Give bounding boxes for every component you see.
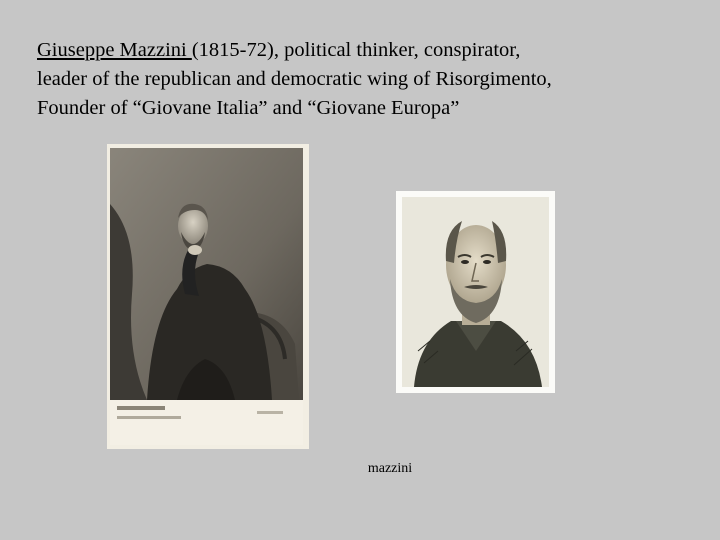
- seated-portrait-photograph: [107, 144, 309, 449]
- engraved-portrait: [396, 191, 555, 393]
- mazzini-name-link[interactable]: Giuseppe Mazzini: [37, 39, 192, 61]
- postcard-caption-rule: [117, 406, 165, 410]
- heading-line-1-rest: (1815-72), political thinker, conspirator,: [191, 39, 521, 61]
- heading-line-1: [37, 36, 697, 65]
- heading-line-2: leader of the republican and democratic wing of Risorgimento,: [37, 68, 552, 90]
- image-caption: mazzini: [367, 461, 413, 476]
- slide-heading: [37, 36, 697, 123]
- heading-line-3: Founder of “Giovane Italia” and “Giovane Europa”: [37, 97, 460, 119]
